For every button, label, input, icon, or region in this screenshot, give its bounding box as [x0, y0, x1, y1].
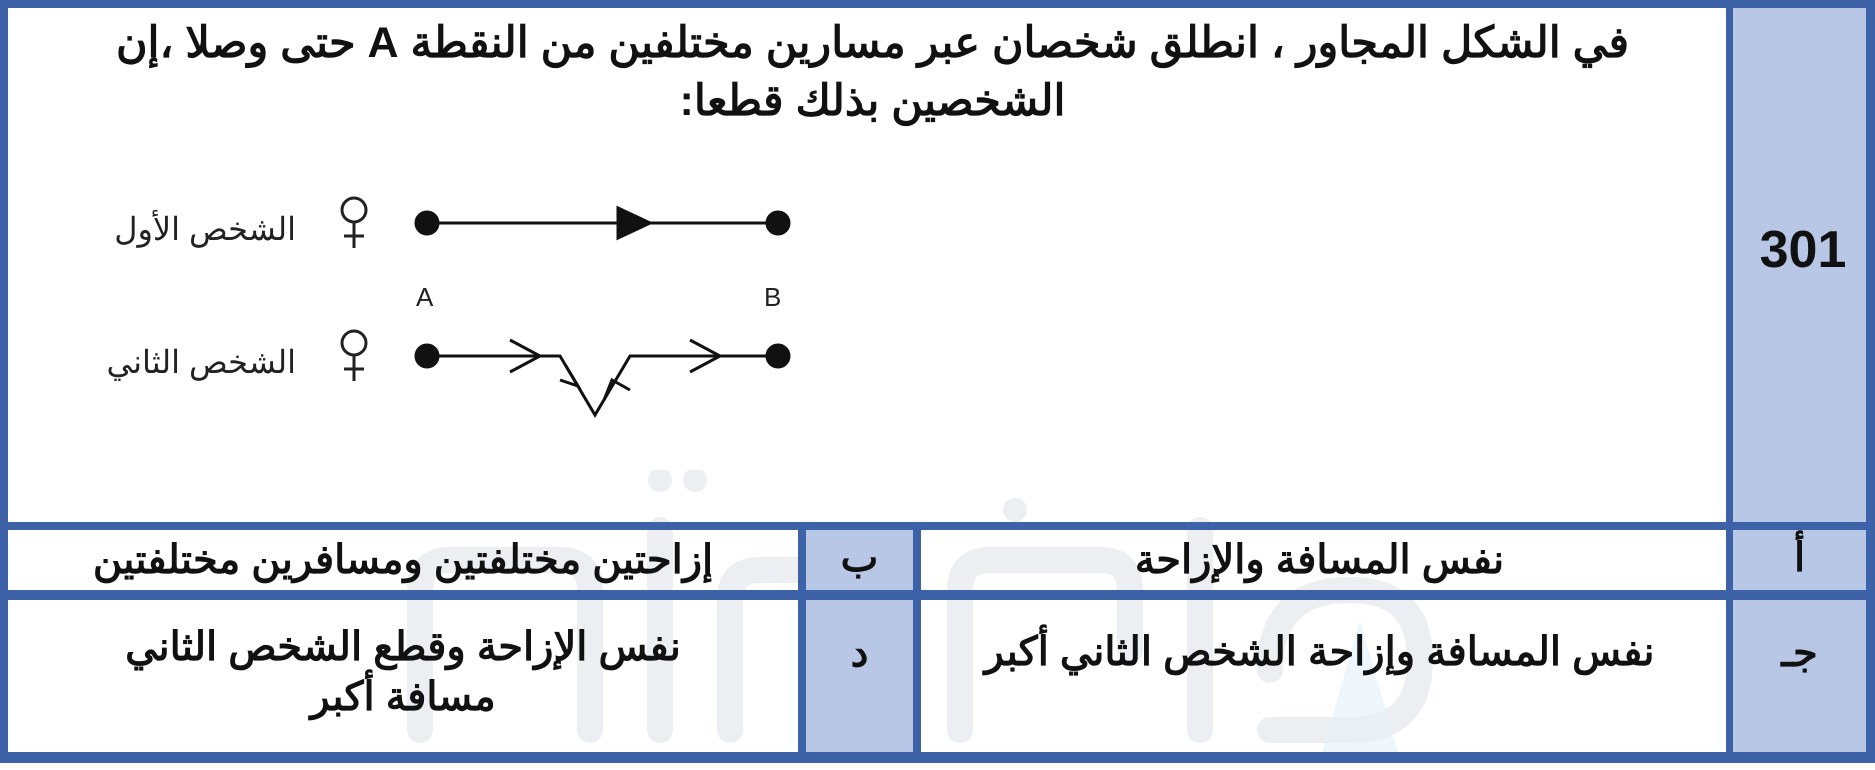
- question-line-2: الشخصين بذلك قطعا:: [679, 77, 1066, 125]
- point-b-label: B: [764, 282, 782, 312]
- person2-path: [416, 340, 789, 415]
- option-a-letter: أ: [1793, 536, 1806, 580]
- option-d-line-2: مسافة أكبر: [310, 675, 496, 719]
- person-figure-icon: [342, 331, 366, 381]
- option-c-text: نفس المسافة وإزاحة الشخص الثاني أكبر: [984, 630, 1655, 674]
- table-border-left: [0, 0, 8, 763]
- number-column-divider: [1726, 0, 1733, 763]
- person-figure-icon: [342, 198, 366, 248]
- table-divider-3: [0, 752, 1875, 763]
- table-divider-2: [0, 590, 1875, 600]
- person2-label: الشخص الثاني: [106, 344, 296, 380]
- option-d-letter-shade: [806, 600, 913, 763]
- option-d-line-1: نفس الإزاحة وقطع الشخص الثاني: [125, 625, 681, 669]
- question-text: [30, 14, 1715, 130]
- option-col-divider-2: [913, 522, 921, 763]
- option-a-text: نفس المسافة والإزاحة: [1134, 538, 1505, 582]
- table-divider-1: [0, 522, 1875, 530]
- option-d-letter: د: [850, 631, 869, 675]
- option-d-text: [8, 622, 798, 722]
- option-b-letter: ب: [840, 536, 879, 580]
- point-a-label: A: [416, 282, 434, 312]
- table-border-right: [1866, 0, 1875, 763]
- person1-label: الشخص الأول: [114, 211, 296, 247]
- option-b-text: إزاحتين مختلفتين ومسافرين مختلفتين: [92, 538, 714, 582]
- person1-path: [416, 208, 789, 238]
- table-border-top: [0, 0, 1875, 8]
- question-line-1: في الشكل المجاور ، انطلق شخصان عبر مسارين مختلفين من النقطة A حتى وصلا ،إن: [115, 19, 1630, 67]
- option-col-divider-1: [798, 522, 806, 763]
- question-number: 301: [1759, 221, 1847, 279]
- option-c-letter: جـ: [1781, 631, 1818, 675]
